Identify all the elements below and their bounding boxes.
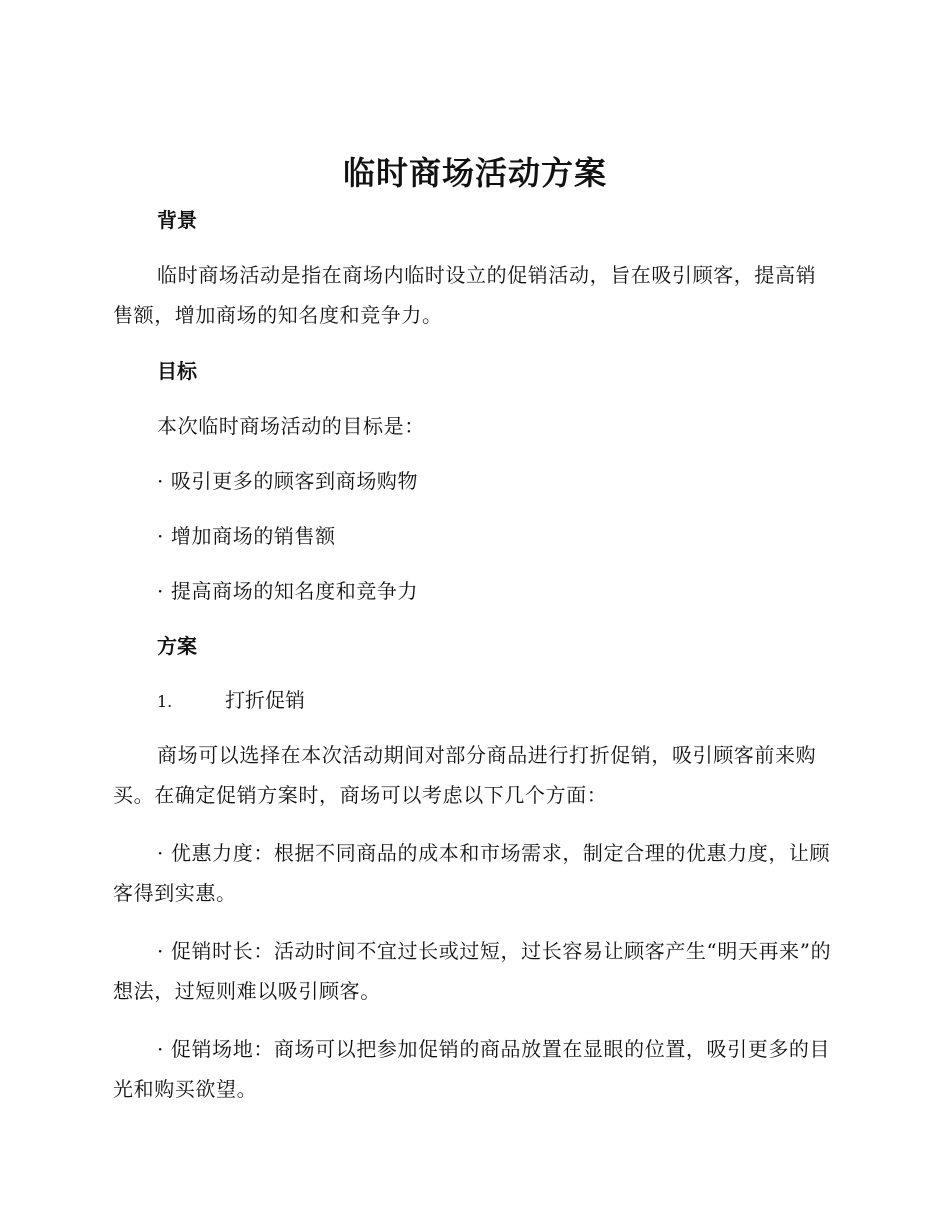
list-number: 1. <box>157 692 173 711</box>
heading-goals: 目标 <box>157 359 197 383</box>
goal-item-3: · 提高商场的知名度和竞争力 <box>157 579 419 603</box>
heading-background: 背景 <box>157 208 197 232</box>
goals-intro: 本次临时商场活动的目标是： <box>157 414 425 438</box>
plan-point-duration: · 促销时长：活动时间不宜过长或过短，过长容易让顾客产生“明天再来”的想法，过短则难以吸引顾客。 <box>113 939 832 1003</box>
paragraph-background: 临时商场活动是指在商场内临时设立的促销活动，旨在吸引顾客，提高销售额，增加商场的知名度和竞争力。 <box>113 263 817 327</box>
plan-point-discount-strength: · 优惠力度：根据不同商品的成本和市场需求，制定合理的优惠力度，让顾客得到实惠。 <box>113 841 831 905</box>
plan-numbered-item-1 <box>157 686 305 716</box>
list-label: 打折促销 <box>225 688 305 712</box>
plan-point-venue: · 促销场地：商场可以把参加促销的商品放置在显眼的位置，吸引更多的目光和购买欲望。 <box>113 1037 831 1101</box>
document-title: 临时商场活动方案 <box>342 154 607 192</box>
goal-item-1: · 吸引更多的顾客到商场购物 <box>157 469 419 493</box>
paragraph-plan-discount: 商场可以选择在本次活动期间对部分商品进行打折促销，吸引顾客前来购买。在确定促销方案时，商场可以考虑以下几个方面： <box>113 743 817 807</box>
heading-plan: 方案 <box>157 634 197 658</box>
goal-item-2: · 增加商场的销售额 <box>157 524 336 548</box>
